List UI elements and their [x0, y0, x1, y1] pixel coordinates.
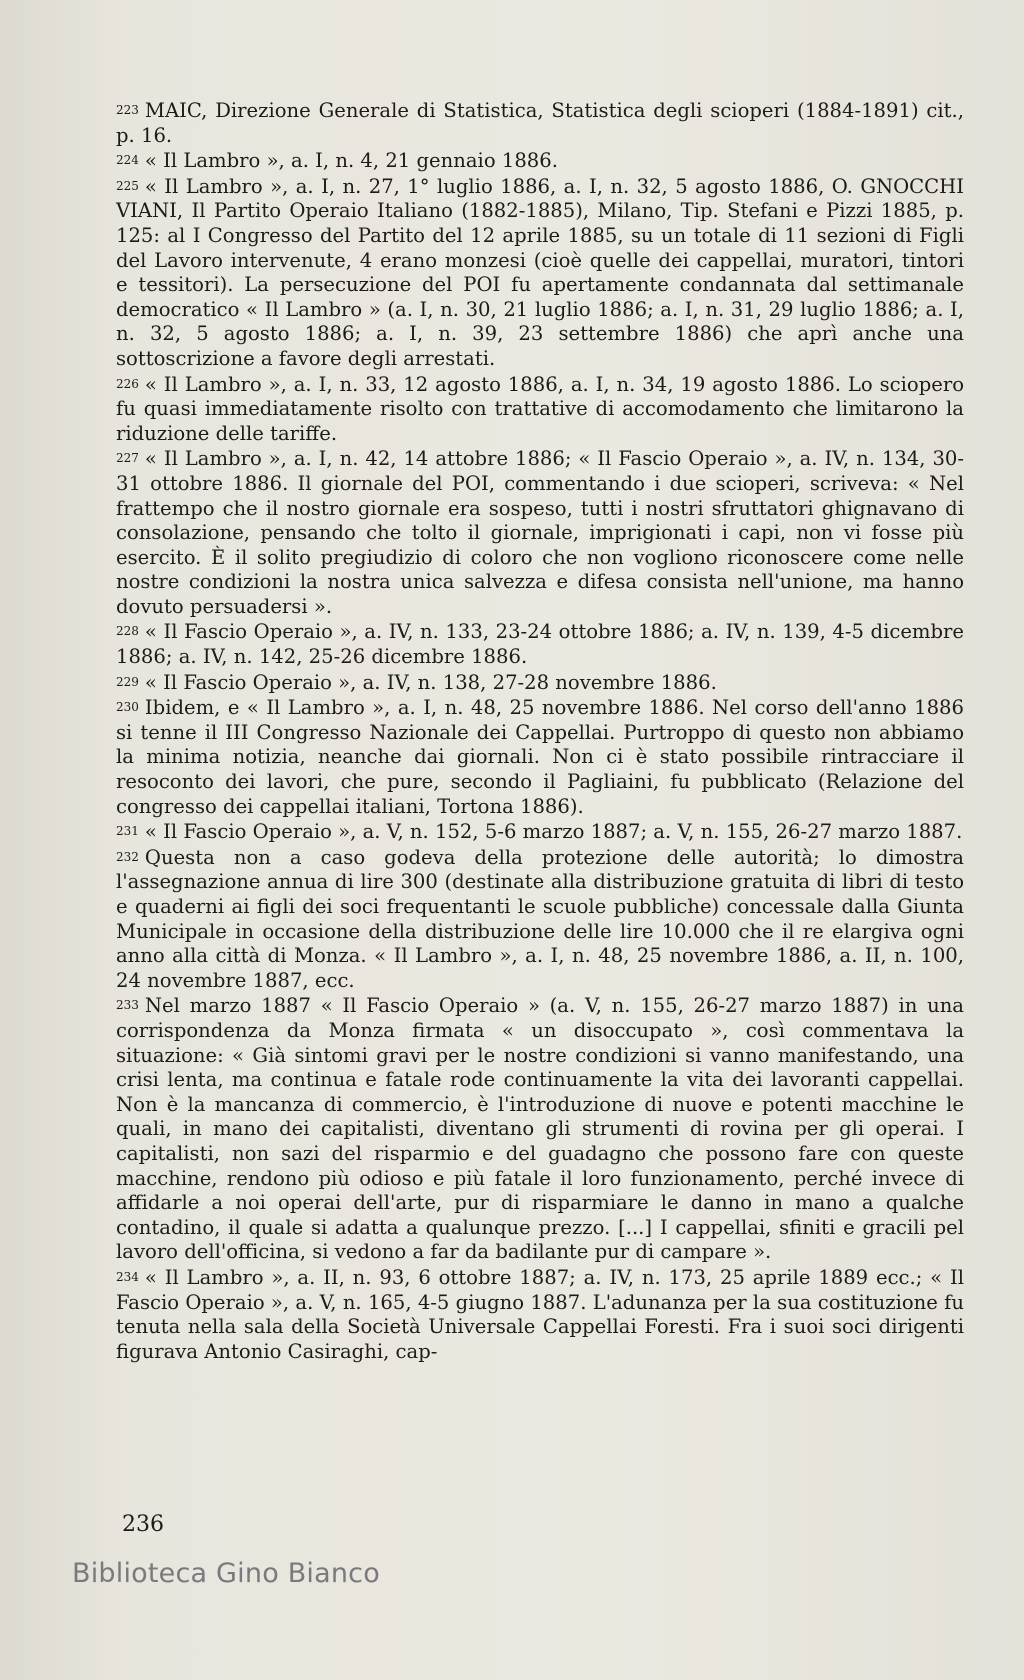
footnote-number: 234 [116, 1269, 139, 1284]
footnote [116, 1265, 964, 1364]
footnote [116, 148, 964, 174]
footnote [116, 670, 964, 696]
footnote-number: 226 [116, 376, 139, 391]
footnote [116, 98, 964, 148]
footnote-text: « Il Lambro », a. I, n. 42, 14 attobre 1886; « Il Fascio Operaio », a. IV, n. 134, 30-31 ottobre 1886. Il giornale del POI, commentando i due scioperi, scriveva: « Nel frattempo che il nostro giornale era sospeso, tutti i nostri sfruttatori ghignavano di consolazione, pensando che tolto il giornale, imprigionati i capi, non vi fosse più esercito. È il solito pregiudizio di coloro che non vogliono riconoscere come nelle nostre condizioni la nostra unica salvezza e difesa consista nell'unione, ma hanno dovuto persuadersi ». [116, 447, 964, 618]
footnote [116, 372, 964, 447]
footnote-number: 223 [116, 103, 139, 117]
footnote-text: Nel marzo 1887 « Il Fascio Operaio » (a. V, n. 155, 26-27 marzo 1887) in una corrispondenza da Monza firmata « un disoccupato », così commentava la situazione: « Già sintomi gravi per le nostre condizioni si vanno manifestando, una crisi lenta, ma continua e fatale rode continuamente la vita dei lavoranti cappellai. Non è la mancanza di commercio, è l'introduzione di nuove e potenti macchine le quali, in mano dei capitalisti, diventano gli strumenti di rovina per gli operai. I capitalisti, non sazi del risparmio e del guadagno che possono fare con queste macchine, rendono più odioso e più fatale il loro funzionamento, perché invece di affidarle a noi operai dell'arte, pur di risparmiare le danno in mano a qualche contadino, il quale si adatta a qualunque prezzo. [...] I cappellai, sfiniti e gracili pel lavoro dell'officina, si vedono a far da badilante pur di campare ». [116, 994, 964, 1264]
footnote-text: « Il Lambro », a. II, n. 93, 6 ottobre 1887; a. IV, n. 173, 25 aprile 1889 ecc.; « Il Fascio Operaio », a. V, n. 165, 4-5 giugno 1887. L'adunanza per la sua costituzione fu tenuta nella sala della Società Universale Cappellai Foresti. Fra i suoi soci dirigenti figurava Antonio Casiraghi, cap- [116, 1265, 964, 1363]
footnote-text: « Il Lambro », a. I, n. 33, 12 agosto 1886, a. I, n. 34, 19 agosto 1886. Lo sciopero fu quasi immediatamente risolto con trattative di accomodamento che limitarono la riduzione delle tariffe. [116, 372, 964, 445]
footnote [116, 819, 964, 845]
footnote-text: « Il Fascio Operaio », a. V, n. 152, 5-6 marzo 1887; a. V, n. 155, 26-27 marzo 1887. [144, 820, 963, 844]
footnote-text: Questa non a caso godeva della protezione delle autorità; lo dimostra l'assegnazione annua di lire 300 (destinate alla distribuzione gratuita di libri di testo e quaderni ai figli dei soci frequentanti le scuole pubbliche) concessale dalla Giunta Municipale in occasione della distribuzione delle lire 10.000 che il re elargiva ogni anno alla città di Monza. « Il Lambro », a. I, n. 48, 25 novembre 1886, a. II, n. 100, 24 novembre 1887, ecc. [116, 845, 964, 992]
footnote-text: « Il Fascio Operaio », a. IV, n. 138, 27-28 novembre 1886. [144, 670, 717, 694]
footnote-number: 231 [116, 824, 139, 839]
footnote-number: 224 [116, 153, 139, 168]
footnote-text: « Il Fascio Operaio », a. IV, n. 133, 23-24 ottobre 1886; a. IV, n. 139, 4-5 dicembre 1886; a. IV, n. 142, 25-26 dicembre 1886. [116, 620, 964, 669]
footnote-number: 227 [116, 451, 139, 466]
footnote-text: « Il Lambro », a. I, n. 27, 1° luglio 1886, a. I, n. 32, 5 agosto 1886, O. GNOCCHI VIANI, Il Partito Operaio Italiano (1882-1885), Milano, Tip. Stefani e Pizzi 1885, p. 125: al I Congresso del Partito del 12 aprile 1885, su un totale di 11 sezioni di Figli del Lavoro intervenute, 4 erano monzesi (cioè quelle dei cappellai, muratori, tintori e tessitori). La persecuzione del POI fu apertamente condannata dal settimanale democratico « Il Lambro » (a. I, n. 30, 21 luglio 1886; a. I, n. 31, 29 luglio 1886; a. I, n. 32, 5 agosto 1886; a. I, n. 39, 23 settembre 1886) che aprì anche una sottoscrizione a favore degli arrestati. [116, 174, 964, 370]
footnotes-block [116, 98, 964, 1364]
footnote-number: 232 [116, 849, 139, 864]
page-number: 236 [122, 1512, 164, 1537]
footnote-number: 230 [116, 700, 139, 715]
footnote-number: 233 [116, 998, 139, 1013]
footnote [116, 446, 964, 619]
footnote [116, 993, 964, 1265]
footnote-number: 228 [116, 624, 139, 639]
footnote [116, 174, 964, 372]
footnote-text: Ibidem, e « Il Lambro », a. I, n. 48, 25 novembre 1886. Nel corso dell'anno 1886 si tenne il III Congresso Nazionale dei Cappellai. Purtroppo di questo non abbiamo la minima notizia, neanche dai giornali. Non ci è stato possibile rintracciare il resoconto dei lavori, che pure, secondo il Pagliaini, fu pubblicato (Relazione del congresso dei cappellai italiani, Tortona 1886). [116, 696, 964, 818]
footnote-text: MAIC, Direzione Generale di Statistica, Statistica degli scioperi (1884-1891) cit., p. 16. [116, 99, 964, 147]
footnote-text: « Il Lambro », a. I, n. 4, 21 gennaio 1886. [144, 149, 558, 173]
footnote [116, 695, 964, 819]
footnote-number: 225 [116, 178, 139, 193]
footnote [116, 619, 964, 669]
footnote [116, 845, 964, 994]
library-watermark: Biblioteca Gino Bianco [72, 1558, 380, 1589]
footnote-number: 229 [116, 674, 139, 689]
